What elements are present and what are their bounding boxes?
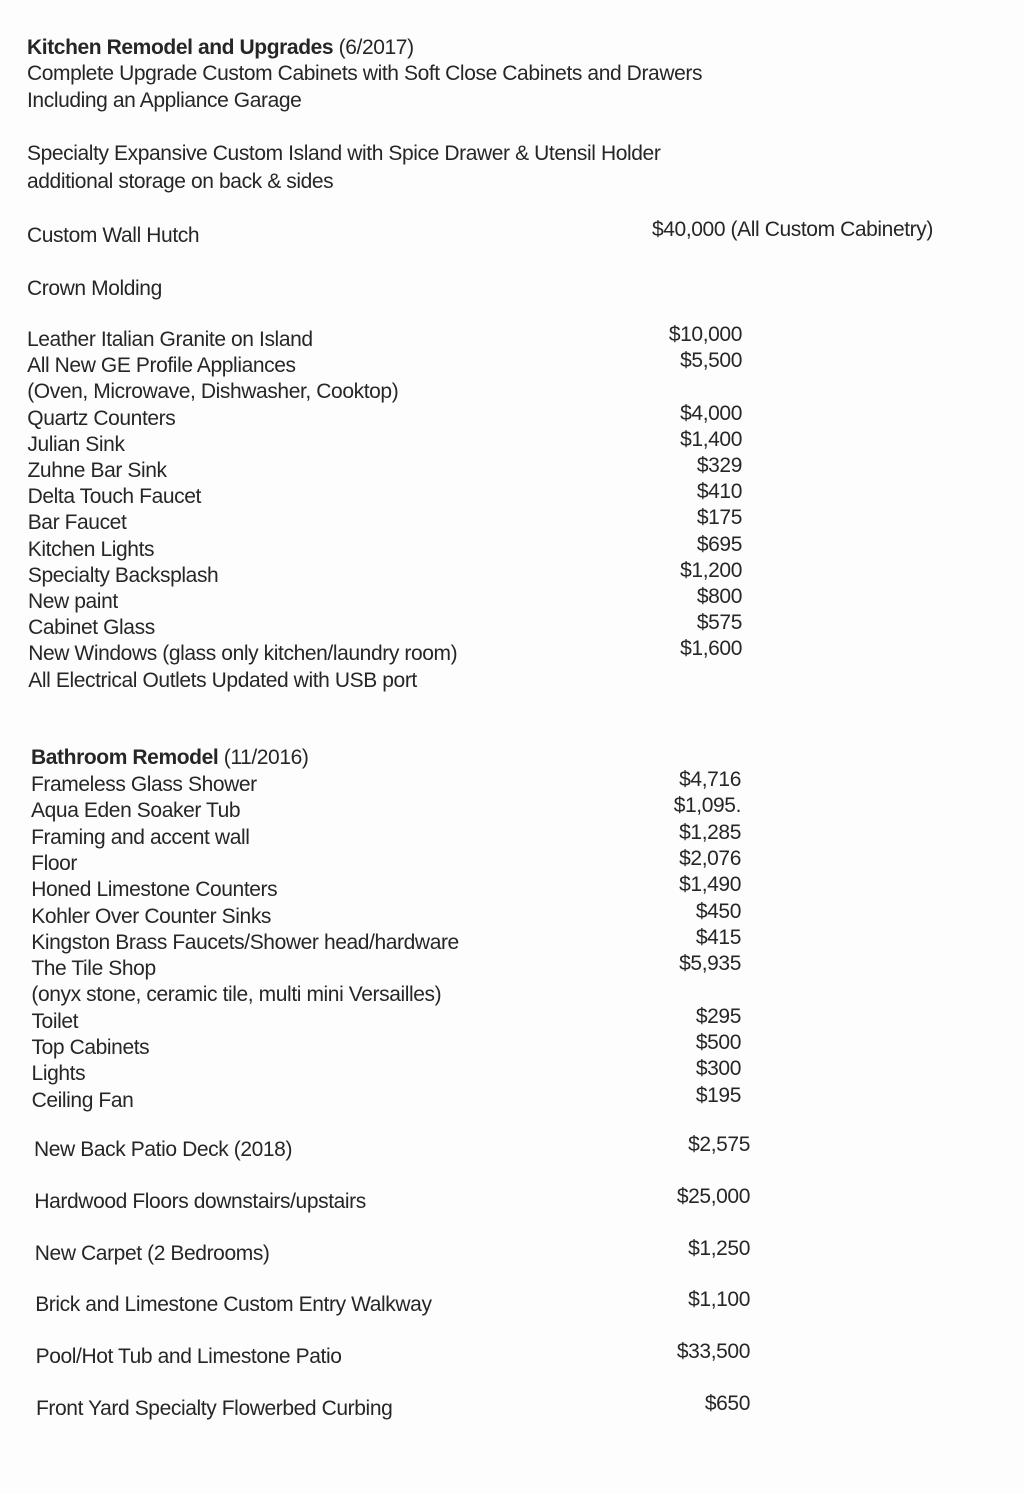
item-price: $450 [695, 899, 741, 923]
item-price: $410 [696, 480, 742, 504]
item-price: $650 [704, 1392, 750, 1415]
item-price: $800 [696, 585, 742, 608]
item-price: $500 [695, 1031, 741, 1054]
item-label: New Back Patio Deck (2018) [34, 1138, 293, 1161]
section-title: Bathroom Remodel [31, 746, 219, 769]
item-label: Brick and Limestone Custom Entry Walkway [35, 1293, 432, 1317]
item-price: $1,100 [688, 1288, 750, 1312]
item-label: (Oven, Microwave, Dishwasher, Cooktop) [27, 380, 399, 404]
item-label: Specialty Backsplash [27, 563, 219, 587]
item-price: $4,000 [680, 401, 742, 425]
hutch-price: $40,000 (All Custom Cabinetry) [652, 218, 933, 241]
item-label: Zuhne Bar Sink [27, 459, 167, 482]
item-price: $295 [695, 1004, 741, 1028]
item-price: $2,076 [679, 846, 741, 870]
item-price: $175 [696, 506, 742, 530]
item-label: Frameless Glass Shower [31, 773, 257, 796]
bathroom-heading [31, 745, 308, 771]
item-label: Floor [31, 851, 77, 875]
kitchen-desc: additional storage on back & sides [27, 170, 334, 193]
item-label: Kohler Over Counter Sinks [31, 904, 272, 928]
item-label: (onyx stone, ceramic tile, multi mini Versailles) [31, 983, 442, 1007]
item-label: New paint [28, 590, 118, 613]
section-title: Kitchen Remodel and Upgrades [27, 36, 334, 59]
item-price: $2,575 [688, 1133, 750, 1156]
item-label: All Electrical Outlets Updated with USB port [28, 668, 417, 692]
item-price: $1,600 [680, 637, 742, 661]
item-label: Julian Sink [27, 432, 125, 456]
item-price: $5,935 [679, 952, 741, 976]
item-label: All New GE Profile Appliances [27, 354, 296, 378]
item-label: Lights [31, 1062, 86, 1086]
item-label: Kitchen Lights [27, 537, 155, 561]
item-price: $1,095. [673, 794, 741, 818]
item-label: New Windows (glass only kitchen/laundry room) [28, 642, 458, 666]
item-price: $300 [695, 1057, 741, 1081]
item-price: $25,000 [676, 1184, 750, 1208]
item-price: $1,490 [679, 873, 741, 897]
item-label: Honed Limestone Counters [31, 878, 278, 902]
item-label: Bar Faucet [27, 511, 127, 535]
item-label: Cabinet Glass [28, 616, 155, 640]
item-price: $415 [695, 925, 741, 949]
item-label: Toilet [31, 1009, 79, 1033]
item-label: Kingston Brass Faucets/Shower head/hardware [31, 930, 459, 954]
kitchen-desc: Including an Appliance Garage [27, 89, 302, 112]
item-price: $5,500 [680, 349, 742, 373]
kitchen-desc: Specialty Expansive Custom Island with Spice Drawer & Utensil Holder [27, 142, 661, 165]
kitchen-heading [27, 35, 414, 61]
item-price: $1,400 [680, 427, 742, 451]
item-label: Delta Touch Faucet [27, 485, 201, 509]
item-label: New Carpet (2 Bedrooms) [34, 1241, 270, 1265]
item-label: The Tile Shop [31, 957, 156, 981]
item-price: $329 [696, 454, 742, 477]
item-label: Quartz Counters [27, 406, 176, 430]
item-label: Aqua Eden Soaker Tub [31, 799, 241, 823]
item-price: $575 [696, 611, 742, 635]
item-label: Hardwood Floors downstairs/upstairs [34, 1189, 366, 1213]
item-price: $695 [696, 532, 742, 556]
item-label: Top Cabinets [31, 1036, 150, 1059]
item-price: $1,285 [679, 820, 741, 844]
item-price: $1,200 [680, 558, 742, 582]
kitchen-desc: Complete Upgrade Custom Cabinets with Soft Close Cabinets and Drawers [27, 62, 703, 85]
item-label: Framing and accent wall [31, 825, 250, 849]
item-label: Ceiling Fan [31, 1088, 134, 1112]
section-date: (11/2016) [223, 746, 309, 769]
item-price: $195 [695, 1083, 741, 1107]
crown-label: Crown Molding [27, 277, 162, 300]
item-label: Leather Italian Granite on Island [27, 328, 313, 351]
item-price: $1,250 [688, 1236, 750, 1260]
item-price: $33,500 [676, 1340, 750, 1364]
item-label: Front Yard Specialty Flowerbed Curbing [36, 1397, 393, 1420]
hutch-label: Custom Wall Hutch [27, 224, 200, 247]
section-date: (6/2017) [338, 36, 414, 59]
item-price: $10,000 [668, 323, 742, 346]
item-label: Pool/Hot Tub and Limestone Patio [35, 1345, 342, 1369]
item-price: $4,716 [679, 768, 741, 791]
